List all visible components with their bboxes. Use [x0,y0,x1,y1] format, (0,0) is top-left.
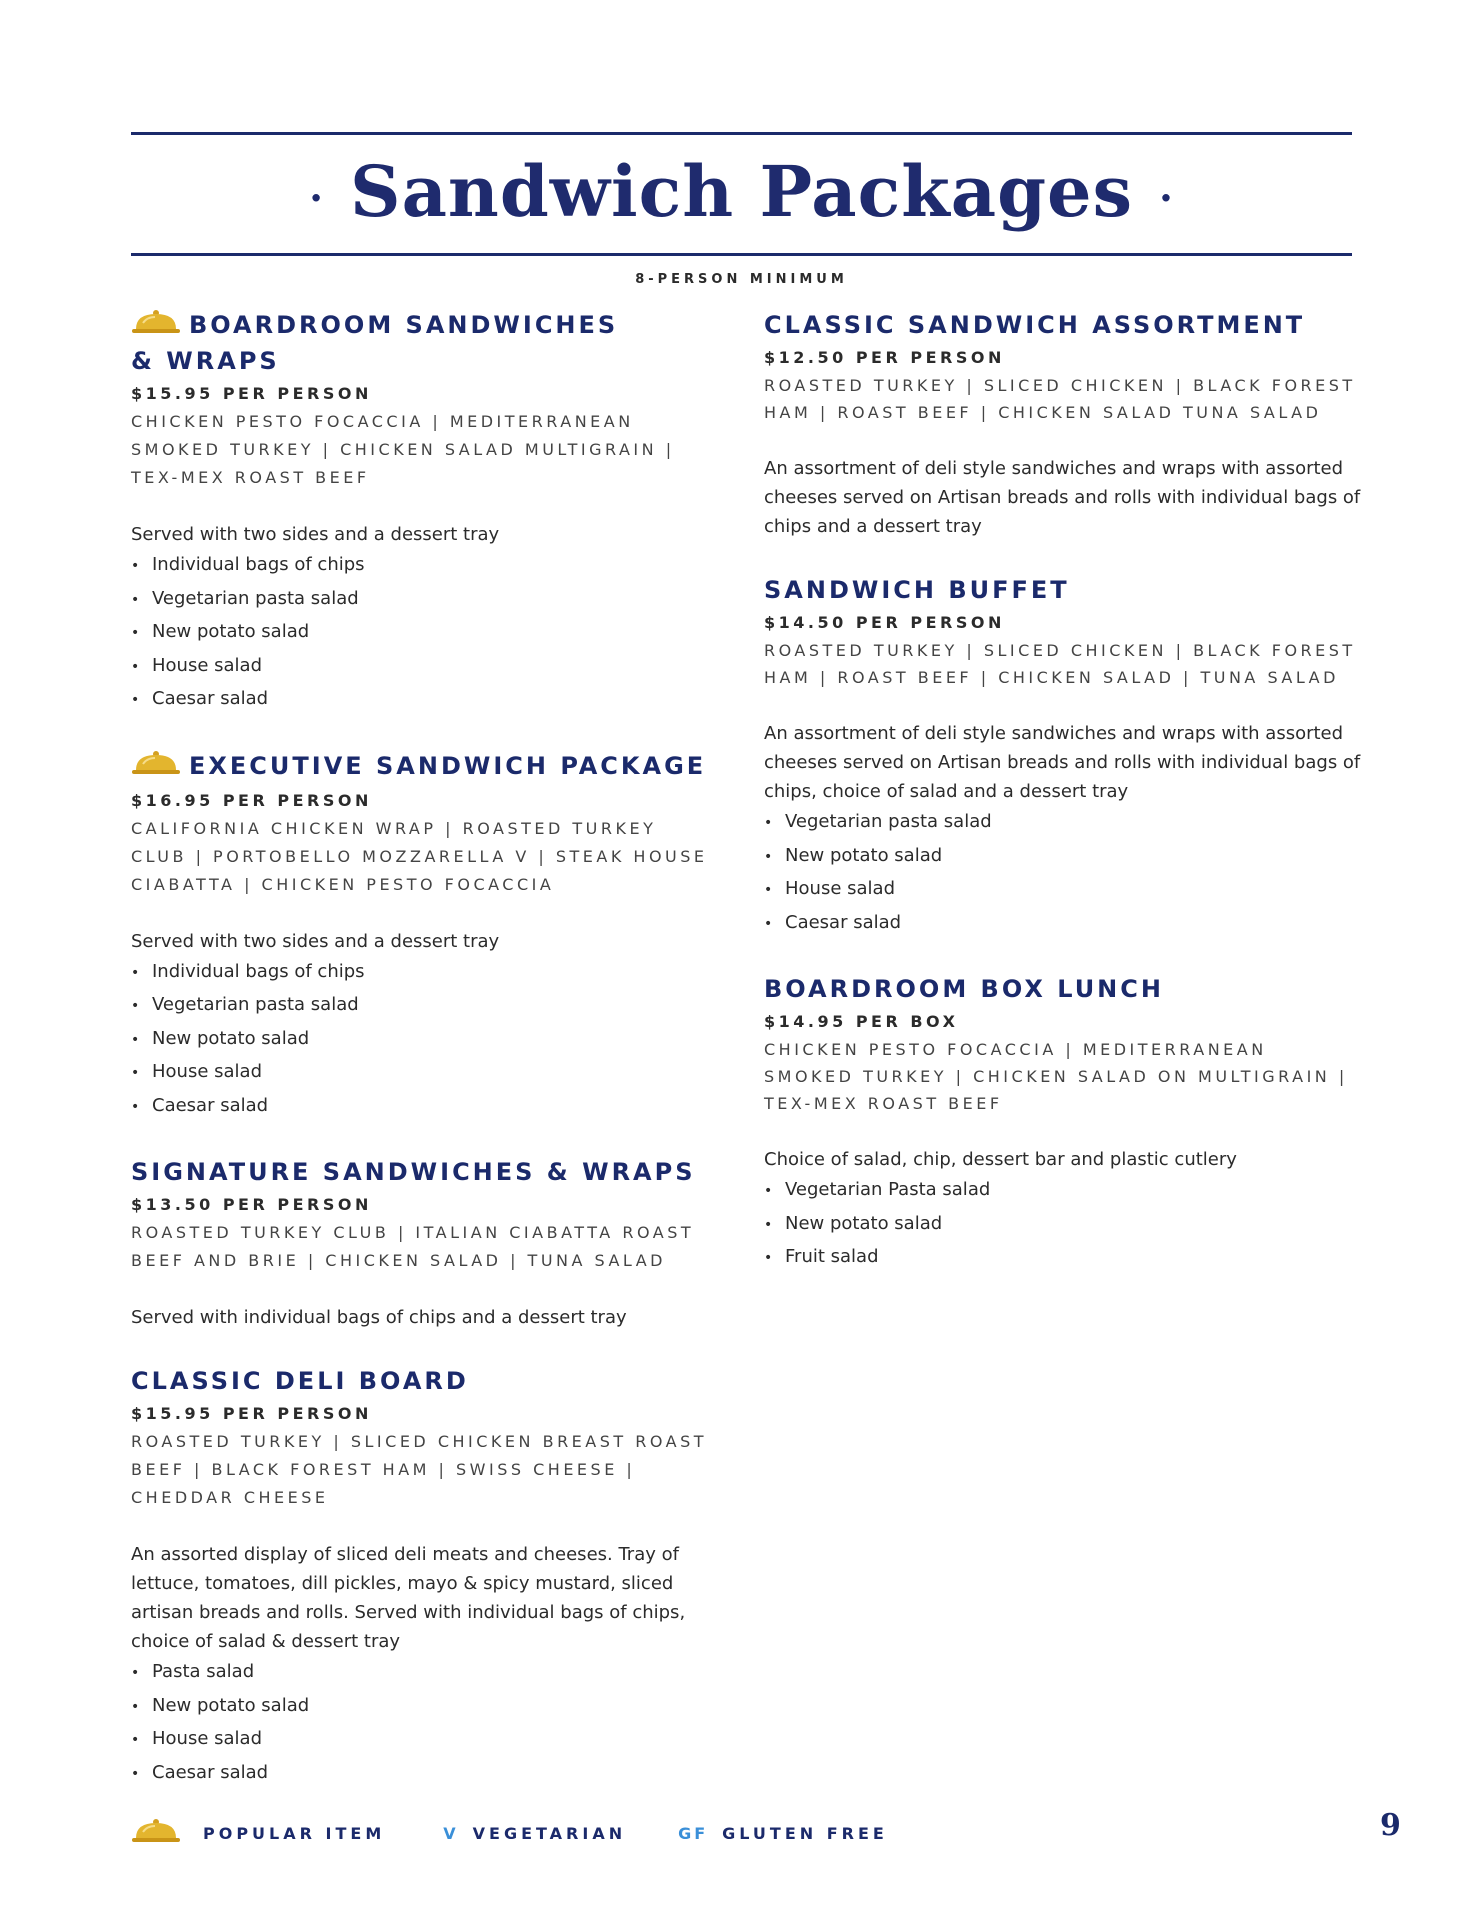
items-list: CHICKEN PESTO FOCACCIA | MEDITERRANEAN SMOKED TURKEY | CHICKEN SALAD MULTIGRAIN | TEX-MEX ROAST BEEF [131,412,675,487]
top-rule [131,132,1352,135]
list-item: • New potato salad [764,1208,1364,1242]
section-executive-package [131,749,711,1124]
list-item: • Fruit salad [764,1241,1364,1275]
section-classic-assortment [764,308,1364,541]
page-number: 9 [1380,1808,1401,1843]
list-item: • Vegetarian pasta salad [131,989,711,1023]
list-item: • Vegetarian Pasta salad [764,1174,1364,1208]
description: An assortment of deli style sandwiches and wraps with assorted cheeses served on Artisan breads and rolls with individual bags of chips, choice of salad and a dessert tray [764,723,1361,802]
section-title: SIGNATURE SANDWICHES & WRAPS [131,1158,696,1186]
list-item: • New potato salad [131,1023,711,1057]
section-boardroom-box-lunch [764,972,1364,1275]
list-item: • House salad [131,650,711,684]
price: $16.95 PER PERSON [131,790,372,810]
section-boardroom-sandwiches [131,308,711,717]
sides-list [131,549,711,717]
description: An assorted display of sliced deli meats and cheeses. Tray of lettuce, tomatoes, dill pickles, mayo & spicy mustard, sliced artisan breads and rolls. Served with individual bags of chips, choice of salad & dessert tray [131,1544,686,1652]
description: Served with individual bags of chips and a dessert tray [131,1307,627,1328]
cloche-icon [131,1818,181,1848]
legend-popular: POPULAR ITEM [203,1823,386,1843]
price: $14.95 PER BOX [764,1012,959,1031]
title-line-2: & WRAPS [131,347,280,375]
list-item: • New potato salad [131,616,711,650]
section-title [131,308,711,378]
title-line-1: BOARDROOM SANDWICHES [189,311,619,339]
price: $12.50 PER PERSON [764,348,1005,367]
items-list: ROASTED TURKEY | SLICED CHICKEN | BLACK FOREST HAM | ROAST BEEF | CHICKEN SALAD TUNA SALAD [764,376,1356,422]
items-list: ROASTED TURKEY | SLICED CHICKEN | BLACK FOREST HAM | ROAST BEEF | CHICKEN SALAD | TUNA SALAD [764,641,1356,687]
right-column [764,308,1364,1307]
sides-list [131,1656,711,1790]
bottom-rule [131,253,1352,256]
section-title: CLASSIC DELI BOARD [131,1367,469,1395]
title-text: Sandwich Packages [350,150,1133,233]
legend [131,1818,888,1848]
sides-list [131,956,711,1124]
items-list: ROASTED TURKEY CLUB | ITALIAN CIABATTA ROAST BEEF AND BRIE | CHICKEN SALAD | TUNA SALAD [131,1223,695,1270]
legend-gf-key: GF [678,1823,709,1843]
section-title [131,749,711,785]
items-list: CALIFORNIA CHICKEN WRAP | ROASTED TURKEY CLUB | PORTOBELLO MOZZARELLA V | STEAK HOUSE CIABATTA | CHICKEN PESTO FOCACCIA [131,818,708,894]
price: $15.95 PER PERSON [131,384,372,403]
page-title [131,150,1352,233]
list-item: • Caesar salad [131,683,711,717]
list-item: • House salad [764,873,1364,907]
section-title: CLASSIC SANDWICH ASSORTMENT [764,311,1306,339]
title-dot-right: · [1158,174,1174,222]
section-title: SANDWICH BUFFET [764,576,1070,604]
list-item: • Individual bags of chips [131,956,711,990]
minimum-note: 8-PERSON MINIMUM [635,272,848,287]
list-item: • House salad [131,1723,711,1757]
list-item: • Caesar salad [131,1090,711,1124]
list-item: • House salad [131,1056,711,1090]
sides-list [764,1174,1364,1275]
cloche-icon [131,750,181,785]
price: $13.50 PER PERSON [131,1195,372,1214]
list-item: • Caesar salad [131,1757,711,1791]
section-classic-deli-board [131,1364,711,1790]
sides-list [764,806,1364,940]
description: Choice of salad, chip, dessert bar and plastic cutlery [764,1149,1237,1170]
left-column [131,308,711,1822]
list-item: • Vegetarian pasta salad [764,806,1364,840]
section-signature-sandwiches [131,1155,711,1332]
list-item: • New potato salad [764,840,1364,874]
items-list: ROASTED TURKEY | SLICED CHICKEN BREAST ROAST BEEF | BLACK FOREST HAM | SWISS CHEESE | CHEDDAR CHEESE [131,1432,708,1507]
price: $14.50 PER PERSON [764,613,1005,632]
section-title: BOARDROOM BOX LUNCH [764,975,1164,1003]
list-item: • Caesar salad [764,907,1364,941]
items-list: CHICKEN PESTO FOCACCIA | MEDITERRANEAN SMOKED TURKEY | CHICKEN SALAD ON MULTIGRAIN | TEX-MEX ROAST BEEF [764,1040,1348,1113]
list-item: • Vegetarian pasta salad [131,583,711,617]
description: Served with two sides and a dessert tray [131,930,500,952]
legend-veg-key: V [443,1823,459,1843]
description: Served with two sides and a dessert tray [131,524,500,545]
section-sandwich-buffet [764,573,1364,940]
price: $15.95 PER PERSON [131,1404,372,1423]
list-item: • Individual bags of chips [131,549,711,583]
title-dot-left: · [309,174,325,222]
list-item: • Pasta salad [131,1656,711,1690]
cloche-icon [131,309,181,344]
title-text: EXECUTIVE SANDWICH PACKAGE [189,751,707,780]
legend-vegetarian: VEGETARIAN [472,1823,627,1843]
legend-gluten-free: GLUTEN FREE [722,1823,888,1843]
list-item: • New potato salad [131,1690,711,1724]
description: An assortment of deli style sandwiches and wraps with assorted cheeses served on Artisan breads and rolls with individual bags of chips and a dessert tray [764,458,1361,537]
